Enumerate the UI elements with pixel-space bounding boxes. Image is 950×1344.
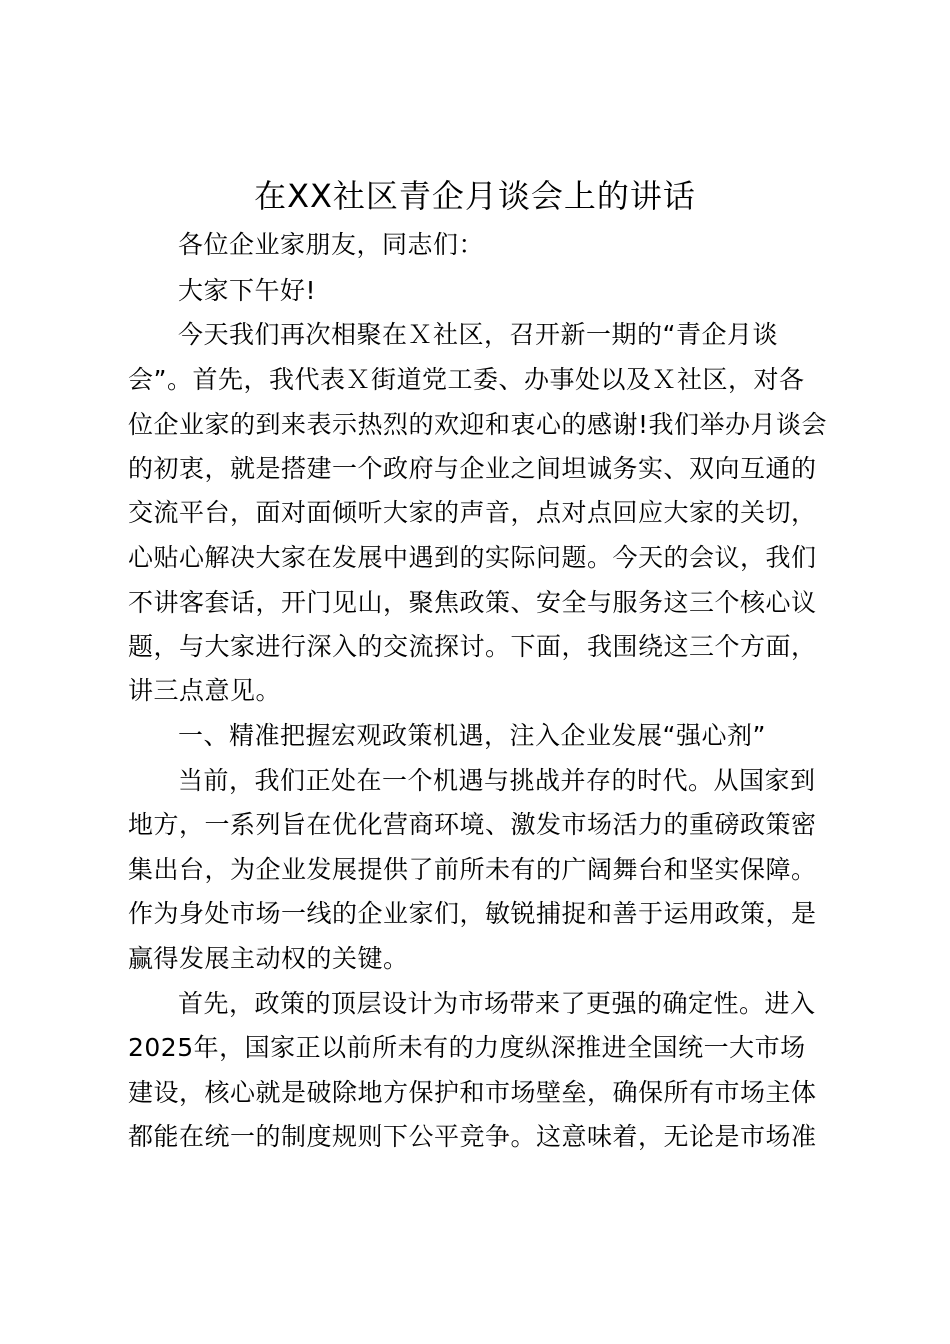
paragraph-line: 今天我们再次相聚在Ｘ社区，召开新一期的“青企月谈	[178, 320, 778, 349]
paragraph-line: 首先，政策的顶层设计为市场带来了更强的确定性。进入	[178, 989, 816, 1018]
paragraph-line: 不讲客套话，开门见山，聚焦政策、安全与服务这三个核心议	[128, 588, 817, 617]
greeting-line: 大家下午好!	[178, 276, 317, 305]
paragraph-line: 赢得发展主动权的关键。	[128, 944, 409, 973]
paragraph-line: 作为身处市场一线的企业家们，敏锐捕捉和善于运用政策，是	[128, 899, 817, 928]
paragraph-line: 讲三点意见。	[128, 676, 282, 705]
paragraph-line: 题，与大家进行深入的交流探讨。下面，我围绕这三个方面，	[128, 632, 817, 661]
paragraph-line: 的初衷，就是搭建一个政府与企业之间坦诚务实、双向互通的	[128, 454, 817, 483]
paragraph-line: 心贴心解决大家在发展中遇到的实际问题。今天的会议，我们	[128, 543, 817, 572]
paragraph-line: 位企业家的到来表示热烈的欢迎和衷心的感谢!我们举办月谈会	[128, 410, 828, 439]
paragraph-line: 建设，核心就是破除地方保护和市场壁垒，确保所有市场主体	[128, 1078, 817, 1107]
section-heading: 一、精准把握宏观政策机遇，注入企业发展“强心剂”	[178, 721, 766, 750]
document-title: 在XX社区青企月谈会上的讲话	[254, 177, 696, 215]
paragraph-line: 都能在统一的制度规则下公平竞争。这意味着，无论是市场准	[128, 1122, 817, 1151]
salutation-line: 各位企业家朋友，同志们：	[178, 230, 485, 259]
paragraph-line: 会”。首先，我代表Ｘ街道党工委、办事处以及Ｘ社区，对各	[128, 365, 805, 394]
paragraph-line: 地方，一系列旨在优化营商环境、激发市场活力的重磅政策密	[128, 810, 817, 839]
paragraph-line: 集出台，为企业发展提供了前所未有的广阔舞台和坚实保障。	[128, 855, 817, 884]
paragraph-line: 2025年，国家正以前所未有的力度纵深推进全国统一大市场	[128, 1033, 806, 1062]
paragraph-line: 交流平台，面对面倾听大家的声音，点对点回应大家的关切，	[128, 498, 817, 527]
paragraph-line: 当前，我们正处在一个机遇与挑战并存的时代。从国家到	[178, 766, 816, 795]
